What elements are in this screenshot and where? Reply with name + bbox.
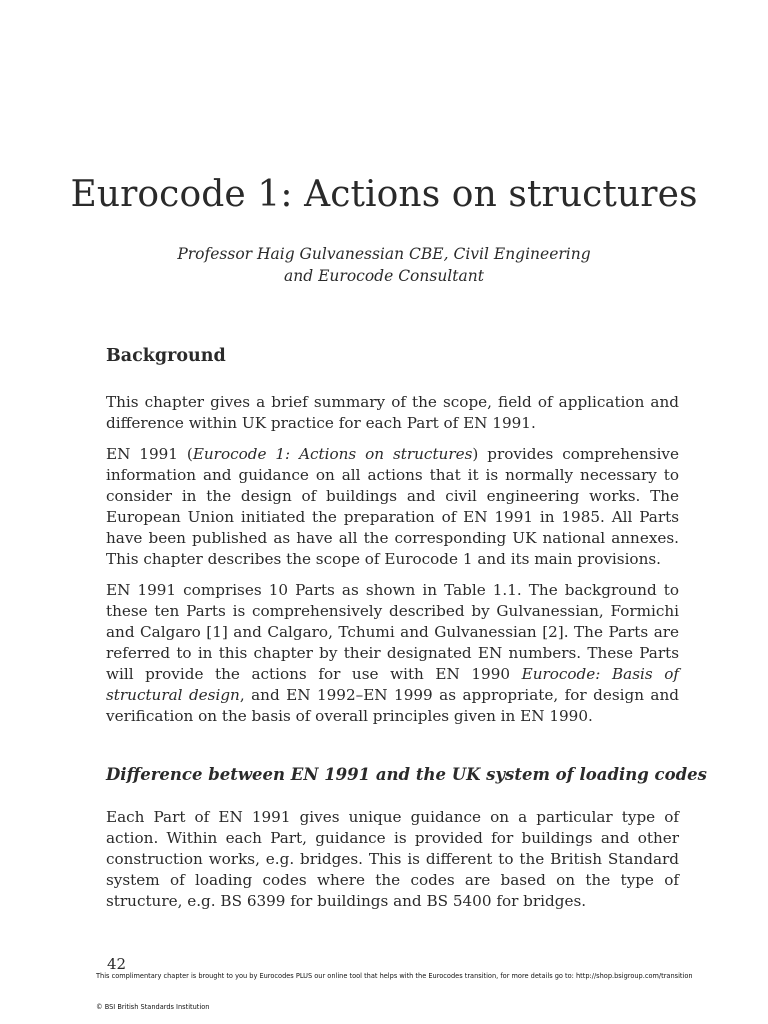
chapter-title: Eurocode 1: Actions on structures <box>70 174 698 215</box>
copyright-notice: © BSI British Standards Institution <box>96 1003 210 1011</box>
paragraph-scope-summary: This chapter gives a brief summary of the scope, field of application and difference within UK practice for each Part of EN 1991. <box>106 393 679 432</box>
paragraph-text: ) provides comprehensive information and guidance on all actions that it is normally necessary to consider in the design of buildings and civil engineering works. The European Union initiated the preparation of EN 1991 in 1985. All Parts have been published as have all the corresponding UK national annexes. This chapter describes the scope of Eurocode 1 and its main provisions. <box>106 445 680 568</box>
author-line-1: Professor Haig Gulvanessian CBE, Civil Engineering <box>177 245 591 263</box>
section-heading-background: Background <box>106 346 226 366</box>
author-line-2: and Eurocode Consultant <box>284 267 484 285</box>
paragraph-uk-difference: Each Part of EN 1991 gives unique guidance on a particular type of action. Within each Part, guidance is provided for buildings and other construction works, e.g. bridges. This is different to the British Standard system of loading codes where the codes are based on the type of structure, e.g. BS 6399 for buildings and BS 5400 for bridges. <box>106 808 679 910</box>
page-number: 42 <box>107 955 127 973</box>
paragraph-en1991-overview <box>106 444 679 570</box>
footnote-promo: This complimentary chapter is brought to you by Eurocodes PLUS our online tool that helps with the Eurocodes transition, for more details go to: http://shop.bsigroup.com/transition <box>96 972 693 980</box>
italic-title: Eurocode 1: Actions on structures <box>192 445 473 463</box>
author-credit <box>0 243 768 287</box>
paragraph-en1991-parts <box>106 580 679 727</box>
subsection-heading-difference: Difference between EN 1991 and the UK system of loading codes <box>106 765 707 784</box>
italic-title: Eurocode: Basis of structural design <box>106 665 679 704</box>
paragraph-text: EN 1991 comprises 10 Parts as shown in Table 1.1. The background to these ten Parts is comprehensively described by Gulvanessian, Formichi and Calgaro [1] and Calgaro, Tchumi and Gulvanessian [2]. The Parts are referred to in this chapter by their designated EN numbers. These Parts will provide the actions for use with EN 1990 <box>106 581 679 683</box>
paragraph-text: EN 1991 ( <box>106 445 193 463</box>
paragraph-text: , and EN 1992–EN 1999 as appropriate, for design and verification on the basis of overall principles given in EN 1990. <box>106 686 679 725</box>
